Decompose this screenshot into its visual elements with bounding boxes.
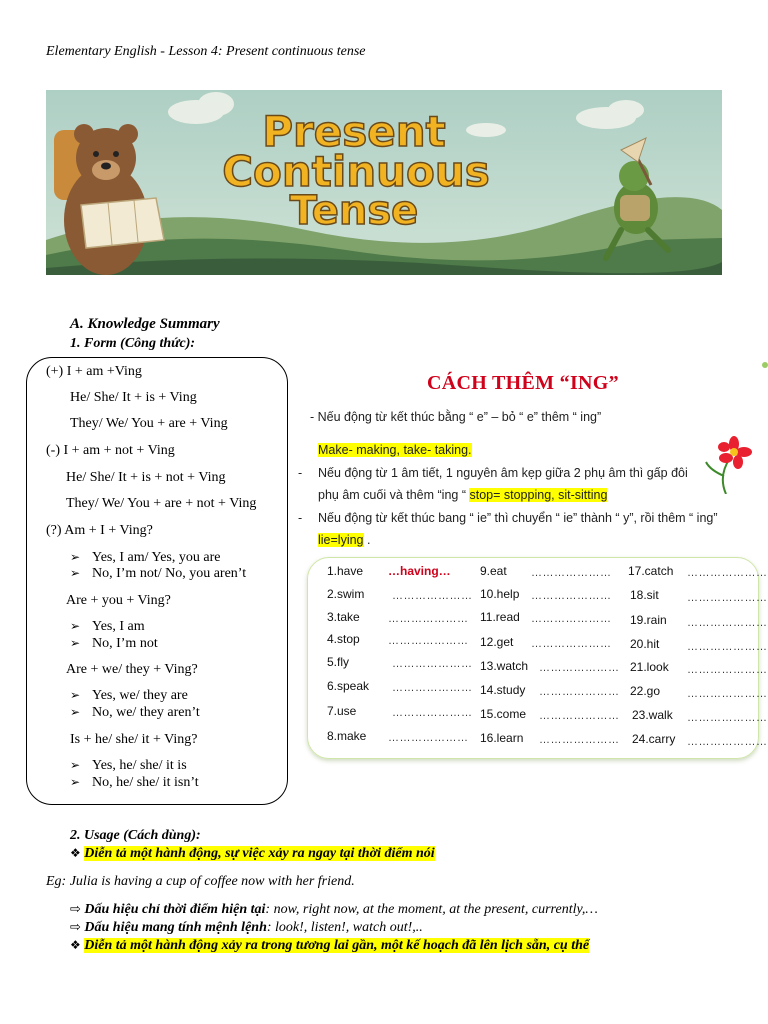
exercise-item: 8.make: [327, 729, 367, 743]
exercise-item: 13.watch: [480, 659, 529, 673]
exercise-item: 1.have: [327, 564, 364, 578]
usage-sign-2: ⇨ Dấu hiệu mang tính mệnh lệnh: look!, listen!, watch out!,..: [70, 920, 423, 935]
answer-blank[interactable]: …………………: [687, 736, 768, 748]
answer-row: ➢ No, I’m not/ No, you aren’t: [70, 566, 247, 581]
answer-row: ➢ No, he/ she/ it isn’t: [70, 775, 199, 790]
answer-blank[interactable]: …………………: [687, 617, 768, 629]
arrow-right-icon: ⇨: [70, 902, 81, 917]
ing-rule-3: Nếu động từ kết thúc bang “ ie” thì chuyển “ ie” thành “ y”, rồi thêm “ ing”: [318, 511, 718, 525]
usage-point-1: ❖ Diễn tả một hành động, sự việc xảy ra ngay tại thời điểm nói: [70, 846, 435, 861]
answer-row: ➢ Yes, I am/ Yes, you are: [70, 550, 221, 565]
example-answer: …having…: [388, 564, 451, 578]
triangle-bullet-icon: ➢: [70, 705, 81, 719]
exercise-item: 23.walk: [632, 708, 673, 722]
exercise-item: 22.go: [630, 684, 661, 698]
exercise-item: 18.sit: [630, 588, 659, 602]
usage-title: 2. Usage (Cách dùng):: [70, 828, 201, 843]
exercise-item: 21.look: [630, 660, 669, 674]
exercise-item: 5.fly: [327, 655, 350, 669]
exercise-item: 7.use: [327, 704, 357, 718]
exercise-item: 17.catch: [628, 564, 674, 578]
exercise-item: 20.hit: [630, 637, 660, 651]
usage-example: Eg: Julia is having a cup of coffee now with her friend.: [46, 874, 355, 889]
ing-rule-1: - Nếu động từ kết thúc bằng “ e” – bỏ “ e” thêm “ ing”: [310, 410, 602, 424]
answer-blank[interactable]: …………………: [531, 613, 612, 625]
answer-row: ➢ Yes, he/ she/ it is: [70, 758, 187, 773]
form-question-2: Are + you + Ving?: [66, 593, 171, 608]
answer-blank[interactable]: …………………: [392, 682, 473, 694]
form-question-4: Is + he/ she/ it + Ving?: [70, 732, 198, 747]
form-negative-3: They/ We/ You + are + not + Ving: [66, 496, 257, 511]
exercise-item: 2.swim: [327, 587, 365, 601]
triangle-bullet-icon: ➢: [70, 619, 81, 633]
exercise-item: 9.eat: [480, 564, 507, 578]
answer-row: ➢ Yes, we/ they are: [70, 688, 188, 703]
form-negative-2: He/ She/ It + is + not + Ving: [66, 470, 226, 485]
exercise-item: 16.learn: [480, 731, 524, 745]
answer-blank[interactable]: …………………: [687, 688, 768, 700]
answer-blank[interactable]: …………………: [392, 707, 473, 719]
exercise-item: 11.read: [480, 610, 520, 624]
answer-blank[interactable]: …………………: [539, 662, 620, 674]
answer-row: ➢ Yes, I am: [70, 619, 145, 634]
answer-blank[interactable]: …………………: [531, 638, 612, 650]
ing-rule-dash: -: [298, 511, 303, 525]
answer-blank[interactable]: …………………: [531, 590, 612, 602]
banner-title-line2: Continuous: [222, 147, 490, 196]
exercise-item: 10.help: [480, 587, 520, 601]
triangle-bullet-icon: ➢: [70, 775, 81, 789]
banner-image: [46, 90, 722, 275]
ing-rule-2a: Nếu động từ 1 âm tiết, 1 nguyên âm kẹp giữa 2 phụ âm thì gấp đôi: [318, 466, 688, 480]
exercise-item: 14.study: [480, 683, 526, 697]
section-a-title: A. Knowledge Summary: [70, 316, 220, 332]
answer-blank[interactable]: …………………: [687, 712, 768, 724]
exercise-item: 15.come: [480, 707, 527, 721]
answer-blank[interactable]: …………………: [539, 686, 620, 698]
answer-blank[interactable]: …………………: [392, 590, 473, 602]
exercise-item: 12.get: [480, 635, 514, 649]
triangle-bullet-icon: ➢: [70, 636, 81, 650]
ing-rule-2b: phụ âm cuối và thêm “ing “ stop= stopping, sit-sitting: [318, 488, 608, 502]
ing-rule-1-example: Make- making, take- taking.: [318, 443, 472, 457]
answer-blank[interactable]: …………………: [388, 635, 469, 647]
banner-title-line1: Present: [262, 107, 446, 156]
form-positive-3: They/ We/ You + are + Ving: [70, 416, 228, 431]
exercise-item: 4.stop: [327, 632, 360, 646]
ing-rules-title: CÁCH THÊM “ING”: [427, 372, 619, 394]
flower-icon: [704, 432, 756, 494]
answer-row: ➢ No, I’m not: [70, 636, 158, 651]
triangle-bullet-icon: ➢: [70, 550, 81, 564]
answer-blank[interactable]: …………………: [687, 567, 768, 579]
answer-blank[interactable]: …………………: [388, 613, 469, 625]
answer-blank[interactable]: …………………: [539, 710, 620, 722]
form-positive-1: (+) I + am +Ving: [46, 364, 142, 379]
diamond-bullet-icon: ❖: [70, 846, 81, 860]
ing-rule-dash: -: [298, 466, 303, 480]
exercise-item: 19.rain: [630, 613, 667, 627]
answer-blank[interactable]: …………………: [392, 658, 473, 670]
exercise-item: 3.take: [327, 610, 360, 624]
triangle-bullet-icon: ➢: [70, 688, 81, 702]
answer-blank[interactable]: …………………: [539, 734, 620, 746]
ing-rule-3-example: lie=lying .: [318, 533, 371, 547]
form-question-1: (?) Am + I + Ving?: [46, 523, 153, 538]
exercise-item: 24.carry: [632, 732, 676, 746]
answer-row: ➢ No, we/ they aren’t: [70, 705, 200, 720]
decor-dot: [762, 362, 768, 368]
form-positive-2: He/ She/ It + is + Ving: [70, 390, 197, 405]
diamond-bullet-icon: ❖: [70, 938, 81, 952]
triangle-bullet-icon: ➢: [70, 566, 81, 580]
form-subtitle: 1. Form (Công thức):: [70, 336, 196, 351]
answer-blank[interactable]: …………………: [687, 641, 768, 653]
answer-blank[interactable]: …………………: [531, 567, 612, 579]
answer-blank[interactable]: …………………: [687, 664, 768, 676]
arrow-right-icon: ⇨: [70, 920, 81, 935]
usage-point-2: ❖ Diễn tả một hành động xảy ra trong tương lai gần, một kế hoạch đã lên lịch sẵn, cụ thể: [70, 938, 590, 953]
banner-title-line3: Tense: [289, 188, 419, 234]
answer-blank[interactable]: …………………: [687, 592, 768, 604]
answer-blank[interactable]: …………………: [388, 732, 469, 744]
document-header: Elementary English - Lesson 4: Present continuous tense: [46, 44, 366, 59]
triangle-bullet-icon: ➢: [70, 758, 81, 772]
exercise-box: [307, 557, 759, 759]
form-negative-1: (-) I + am + not + Ving: [46, 443, 175, 458]
usage-sign-1: ⇨ Dấu hiệu chỉ thời điểm hiện tại: now, right now, at the moment, at the present, currently,…: [70, 902, 598, 917]
exercise-item: 6.speak: [327, 679, 370, 693]
form-question-3: Are + we/ they + Ving?: [66, 662, 198, 677]
